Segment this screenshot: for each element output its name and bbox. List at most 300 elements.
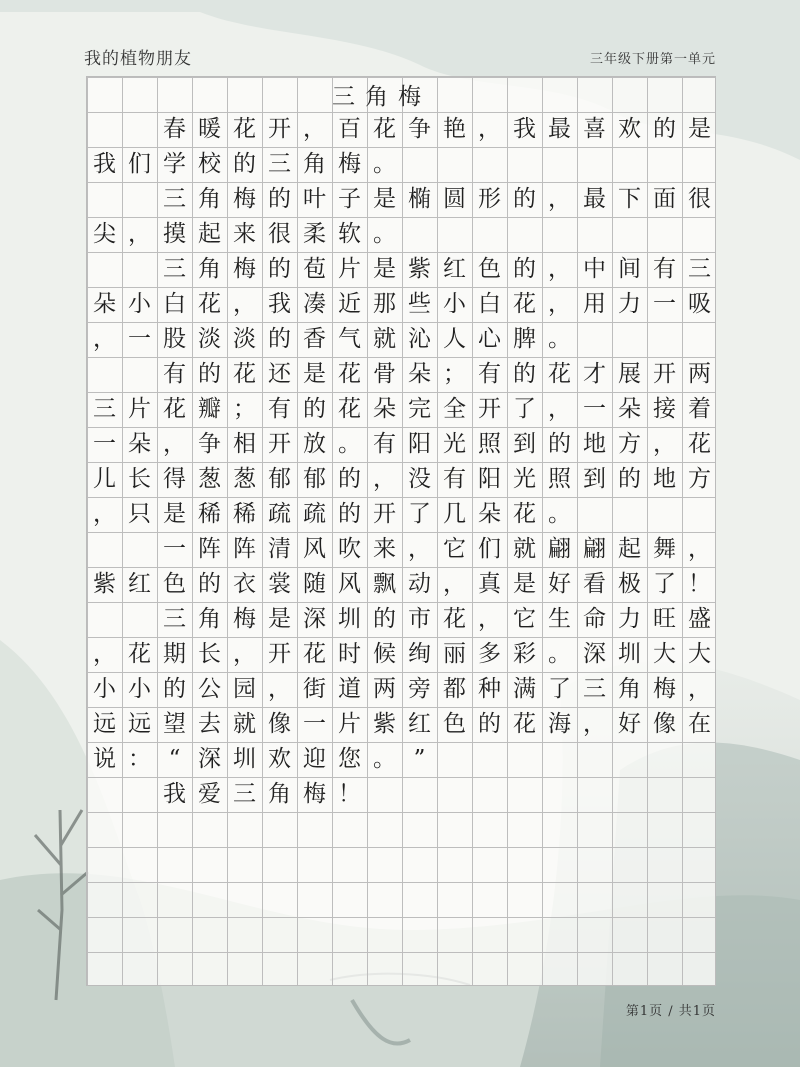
grid-character: 摸 (163, 221, 186, 247)
grid-character: 是 (688, 116, 711, 142)
grid-character: 校 (198, 151, 221, 177)
grid-character: 下 (618, 186, 641, 212)
grid-character: 长 (128, 466, 151, 492)
grid-character: 小 (128, 291, 151, 317)
grid-character: 全 (443, 396, 466, 422)
grid-character: 一 (303, 711, 326, 737)
grid-character: ， (583, 711, 606, 737)
grid-character: 放 (303, 431, 326, 457)
grid-character: 花 (338, 361, 361, 387)
grid-character: 花 (513, 501, 536, 527)
grid-character: 到 (513, 431, 536, 457)
grid-character: 的 (303, 396, 326, 422)
grid-character: 学 (163, 151, 186, 177)
grid-character: ” (413, 746, 426, 772)
grid-character: 争 (408, 116, 431, 142)
grid-character: 色 (478, 256, 501, 282)
grid-character: 叶 (303, 186, 326, 212)
grid-character: 的 (373, 606, 396, 632)
grid-character: 看 (583, 571, 606, 597)
essay-line (87, 742, 437, 777)
grid-character: 很 (268, 221, 291, 247)
grid-character: 开 (268, 116, 291, 142)
grid-character: 您 (338, 746, 361, 772)
grid-character: 望 (163, 711, 186, 737)
grid-character: 红 (408, 711, 431, 737)
grid-character: 相 (233, 431, 256, 457)
grid-character: 的 (513, 361, 536, 387)
essay-line (87, 707, 717, 742)
grid-character: 飘 (373, 571, 396, 597)
grid-character: 淡 (198, 326, 221, 352)
grid-character: 风 (338, 571, 361, 597)
grid-character: 喜 (583, 116, 606, 142)
grid-character: 有 (478, 361, 501, 387)
grid-character: 花 (233, 361, 256, 387)
grid-character: 花 (373, 116, 396, 142)
grid-character: 绚 (408, 641, 431, 667)
grid-character: 有 (443, 466, 466, 492)
grid-character: 满 (513, 676, 536, 702)
grid-character: 多 (478, 641, 501, 667)
grid-character: 地 (583, 431, 606, 457)
grid-character: 的 (268, 256, 291, 282)
grid-character: 小 (443, 291, 466, 317)
grid-character: 一 (128, 326, 151, 352)
grid-character: 梅 (303, 781, 326, 807)
grid-character: 阵 (233, 536, 256, 562)
grid-character: 都 (443, 676, 466, 702)
essay-line (87, 287, 717, 322)
grid-character: 海 (548, 711, 571, 737)
grid-character: 大 (688, 641, 711, 667)
grid-character: 花 (163, 396, 186, 422)
grid-character: 两 (688, 361, 711, 387)
grid-character: 花 (198, 291, 221, 317)
essay-line (87, 672, 717, 707)
grid-character: 脾 (513, 326, 536, 352)
grid-character: ， (478, 606, 501, 632)
essay-line (87, 637, 717, 672)
grid-character: 色 (163, 571, 186, 597)
grid-character: 色 (443, 711, 466, 737)
grid-character: 是 (303, 361, 326, 387)
grid-character: 凑 (303, 291, 326, 317)
grid-character: 疏 (303, 501, 326, 527)
grid-character: 它 (513, 606, 536, 632)
grid-character: 的 (513, 186, 536, 212)
grid-character: 力 (618, 606, 641, 632)
grid-character: 吸 (688, 291, 711, 317)
grid-character: 有 (163, 361, 186, 387)
grid-character: 心 (478, 326, 501, 352)
grid-character: 欢 (618, 116, 641, 142)
grid-character: 紫 (373, 711, 396, 737)
grid-character: 的 (338, 466, 361, 492)
grid-character: ； (233, 396, 256, 422)
grid-character: 照 (478, 431, 501, 457)
grid-character: 的 (653, 116, 676, 142)
grid-character: 角 (268, 781, 291, 807)
grid-character: 开 (653, 361, 676, 387)
grid-character: 的 (338, 501, 361, 527)
grid-character: 三 (163, 256, 186, 282)
grid-character: 的 (198, 361, 221, 387)
grid-character: 艳 (443, 116, 466, 142)
grid-character: 旁 (408, 676, 431, 702)
grid-character: 翩 (583, 536, 606, 562)
grid-character: 花 (548, 361, 571, 387)
grid-character: 圳 (338, 606, 361, 632)
grid-character: 。 (338, 431, 361, 457)
grid-character: 花 (513, 291, 536, 317)
grid-character: 尖 (93, 221, 116, 247)
grid-character: 裳 (268, 571, 291, 597)
grid-character: 有 (268, 396, 291, 422)
grid-character: 开 (478, 396, 501, 422)
grid-character: 花 (303, 641, 326, 667)
grid-character: 阵 (198, 536, 221, 562)
grid-character: “ (168, 746, 181, 772)
page-indicator: 第1页 / 共1页 (625, 1004, 716, 1019)
grid-character: 们 (128, 151, 151, 177)
grid-character: 市 (408, 606, 431, 632)
grid-character: 去 (198, 711, 221, 737)
composition-grid-paper (86, 76, 716, 986)
grid-character: 百 (338, 116, 361, 142)
grid-character: ， (408, 536, 431, 562)
grid-character: 。 (548, 641, 571, 667)
grid-character: 时 (338, 641, 361, 667)
grid-character: 像 (268, 711, 291, 737)
grid-character: 地 (653, 466, 676, 492)
grid-character: 阳 (478, 466, 501, 492)
grid-character: 花 (688, 431, 711, 457)
essay-grid-text (87, 77, 717, 987)
grid-character: 了 (513, 396, 536, 422)
grid-character: ， (548, 186, 571, 212)
grid-character: 红 (443, 256, 466, 282)
grid-character: 深 (583, 641, 606, 667)
essay-line (87, 217, 402, 252)
grid-character: 就 (233, 711, 256, 737)
grid-character: 是 (373, 186, 396, 212)
grid-character: 好 (548, 571, 571, 597)
essay-title: 三角梅 (332, 84, 431, 110)
grid-character: 力 (618, 291, 641, 317)
grid-character: 我 (513, 116, 536, 142)
grid-character: 三 (163, 186, 186, 212)
grid-character: 角 (198, 186, 221, 212)
grid-character: 园 (233, 676, 256, 702)
grid-character: 葱 (198, 466, 221, 492)
grid-character: 展 (618, 361, 641, 387)
grid-character: 一 (163, 536, 186, 562)
grid-character: 起 (618, 536, 641, 562)
grid-character: 两 (373, 676, 396, 702)
grid-character: 瓣 (198, 396, 221, 422)
grid-character: 椭 (408, 186, 431, 212)
grid-character: 。 (548, 326, 571, 352)
grid-character: 公 (198, 676, 221, 702)
grid-character: 是 (373, 256, 396, 282)
grid-character: 丽 (443, 641, 466, 667)
grid-character: ， (443, 571, 466, 597)
grid-character: 梅 (233, 186, 256, 212)
grid-character: ， (303, 116, 326, 142)
essay-line (87, 322, 577, 357)
grid-character: 有 (653, 256, 676, 282)
grid-character: 深 (303, 606, 326, 632)
grid-character: 的 (548, 431, 571, 457)
grid-character: ， (233, 641, 256, 667)
grid-character: 三 (163, 606, 186, 632)
grid-character: 片 (338, 256, 361, 282)
grid-character: 稀 (233, 501, 256, 527)
grid-character: 的 (618, 466, 641, 492)
grid-character: ， (93, 641, 116, 667)
grid-character: 远 (93, 711, 116, 737)
grid-character: 梅 (653, 676, 676, 702)
grid-character: 子 (338, 186, 361, 212)
grid-character: 我 (163, 781, 186, 807)
grid-character: 三 (583, 676, 606, 702)
grid-character: 三 (268, 151, 291, 177)
grid-character: 爱 (198, 781, 221, 807)
grid-character: ， (268, 676, 291, 702)
essay-line (157, 357, 717, 392)
grid-character: 春 (163, 116, 186, 142)
grid-character: 花 (128, 641, 151, 667)
grid-character: 梅 (233, 256, 256, 282)
grid-character: ， (653, 431, 676, 457)
grid-character: 深 (198, 746, 221, 772)
essay-line (87, 567, 717, 602)
grid-character: 朵 (373, 396, 396, 422)
grid-character: 稀 (198, 501, 221, 527)
grid-character: ； (443, 361, 466, 387)
grid-character: 最 (583, 186, 606, 212)
grid-character: 朵 (408, 361, 431, 387)
grid-character: 照 (548, 466, 571, 492)
grid-character: 很 (688, 186, 711, 212)
grid-character: 间 (618, 256, 641, 282)
grid-character: 人 (443, 326, 466, 352)
grid-character: ！ (688, 571, 711, 597)
grid-character: 还 (268, 361, 291, 387)
grid-character: 股 (163, 326, 186, 352)
grid-character: ， (548, 291, 571, 317)
grid-character: 朵 (93, 291, 116, 317)
grid-character: 软 (338, 221, 361, 247)
grid-character: 几 (443, 501, 466, 527)
grid-character: 朵 (618, 396, 641, 422)
grid-character: 候 (373, 641, 396, 667)
grid-character: 片 (128, 396, 151, 422)
grid-character: 角 (303, 151, 326, 177)
essay-line (157, 532, 717, 567)
grid-character: 接 (653, 396, 676, 422)
grid-character: 远 (128, 711, 151, 737)
grid-character: 些 (408, 291, 431, 317)
grid-character: 圳 (233, 746, 256, 772)
grid-character: 没 (408, 466, 431, 492)
grid-character: 说 (93, 746, 116, 772)
essay-line (157, 777, 367, 812)
grid-character: 种 (478, 676, 501, 702)
grid-character: 我 (268, 291, 291, 317)
grid-character: 光 (443, 431, 466, 457)
grid-character: 圳 (618, 641, 641, 667)
grid-character: 好 (618, 711, 641, 737)
grid-character: 一 (653, 291, 676, 317)
grid-character: ， (478, 116, 501, 142)
grid-character: 苞 (303, 256, 326, 282)
grid-character: 花 (233, 116, 256, 142)
grid-character: 紫 (408, 256, 431, 282)
grid-character: 旺 (653, 606, 676, 632)
grid-character: 白 (163, 291, 186, 317)
grid-character: 是 (268, 606, 291, 632)
essay-line (157, 602, 717, 637)
grid-character: 那 (373, 291, 396, 317)
grid-character: 三 (688, 256, 711, 282)
essay-line (157, 252, 717, 287)
grid-character: 随 (303, 571, 326, 597)
grid-character: 盛 (688, 606, 711, 632)
grid-character: 中 (583, 256, 606, 282)
grid-character: 极 (618, 571, 641, 597)
grid-character: 。 (548, 501, 571, 527)
essay-line (157, 112, 717, 147)
grid-character: 。 (373, 746, 396, 772)
grid-character: ， (128, 221, 151, 247)
grid-character: 们 (478, 536, 501, 562)
grid-character: 白 (478, 291, 501, 317)
grid-character: 方 (618, 431, 641, 457)
grid-character: 生 (548, 606, 571, 632)
grid-character: ， (93, 501, 116, 527)
grid-character: 道 (338, 676, 361, 702)
grid-character: ！ (338, 781, 361, 807)
grid-character: 大 (653, 641, 676, 667)
grid-character: 朵 (478, 501, 501, 527)
grid-character: 红 (128, 571, 151, 597)
grid-character: 是 (513, 571, 536, 597)
grid-character: 郁 (303, 466, 326, 492)
essay-line (87, 427, 717, 462)
grid-character: 只 (128, 501, 151, 527)
grid-character: 舞 (653, 536, 676, 562)
grid-character: 就 (373, 326, 396, 352)
grid-character: 暖 (198, 116, 221, 142)
grid-character: 的 (268, 326, 291, 352)
essay-line (87, 497, 577, 532)
grid-character: 阳 (408, 431, 431, 457)
grid-character: 朵 (128, 431, 151, 457)
grid-character: 风 (303, 536, 326, 562)
grid-character: 的 (233, 151, 256, 177)
grid-character: 清 (268, 536, 291, 562)
grid-character: ， (688, 536, 711, 562)
essay-line (87, 147, 402, 182)
grid-character: 角 (198, 606, 221, 632)
grid-character: 疏 (268, 501, 291, 527)
grid-character: 花 (513, 711, 536, 737)
grid-character: 的 (268, 186, 291, 212)
grid-character: 的 (198, 571, 221, 597)
grid-character: 柔 (303, 221, 326, 247)
essay-line (157, 182, 717, 217)
grid-character: 紫 (93, 571, 116, 597)
grid-character: 才 (583, 361, 606, 387)
grid-character: 三 (233, 781, 256, 807)
grid-character: 开 (268, 431, 291, 457)
grid-character: 的 (163, 676, 186, 702)
grid-character: ， (93, 326, 116, 352)
grid-character: 长 (198, 641, 221, 667)
grid-character: 开 (373, 501, 396, 527)
grid-character: 片 (338, 711, 361, 737)
grid-character: 在 (688, 711, 711, 737)
grid-character: 小 (128, 676, 151, 702)
grid-character: 圆 (443, 186, 466, 212)
grid-character: 一 (93, 431, 116, 457)
grid-character: ， (373, 466, 396, 492)
grid-character: 我 (93, 151, 116, 177)
grid-character: 期 (163, 641, 186, 667)
grid-character: 得 (163, 466, 186, 492)
grid-character: 完 (408, 396, 431, 422)
grid-character: ， (688, 676, 711, 702)
essay-line (87, 392, 717, 427)
grid-character: 来 (373, 536, 396, 562)
grid-character: 一 (583, 396, 606, 422)
grid-character: 气 (338, 326, 361, 352)
grid-character: 动 (408, 571, 431, 597)
unit-label: 三年级下册第一单元 (589, 52, 716, 67)
grid-character: 的 (513, 256, 536, 282)
grid-character: 着 (688, 396, 711, 422)
grid-character: 花 (443, 606, 466, 632)
grid-character: 骨 (373, 361, 396, 387)
grid-character: 了 (653, 571, 676, 597)
notebook-subject-title: 我的植物朋友 (84, 49, 192, 69)
grid-character: 开 (268, 641, 291, 667)
grid-character: 形 (478, 186, 501, 212)
grid-character: 角 (198, 256, 221, 282)
grid-character: 三 (93, 396, 116, 422)
grid-character: 它 (443, 536, 466, 562)
grid-character: 街 (303, 676, 326, 702)
grid-character: ， (233, 291, 256, 317)
grid-character: ： (128, 746, 151, 772)
grid-character: 儿 (93, 466, 116, 492)
grid-character: 到 (583, 466, 606, 492)
grid-character: 翩 (548, 536, 571, 562)
grid-character: 梅 (338, 151, 361, 177)
grid-character: 就 (513, 536, 536, 562)
grid-character: 。 (373, 221, 396, 247)
grid-character: 近 (338, 291, 361, 317)
grid-character: 来 (233, 221, 256, 247)
grid-character: ， (163, 431, 186, 457)
grid-character: 有 (373, 431, 396, 457)
grid-character: 是 (163, 501, 186, 527)
grid-character: 光 (513, 466, 536, 492)
grid-character: 的 (478, 711, 501, 737)
grid-character: 了 (408, 501, 431, 527)
